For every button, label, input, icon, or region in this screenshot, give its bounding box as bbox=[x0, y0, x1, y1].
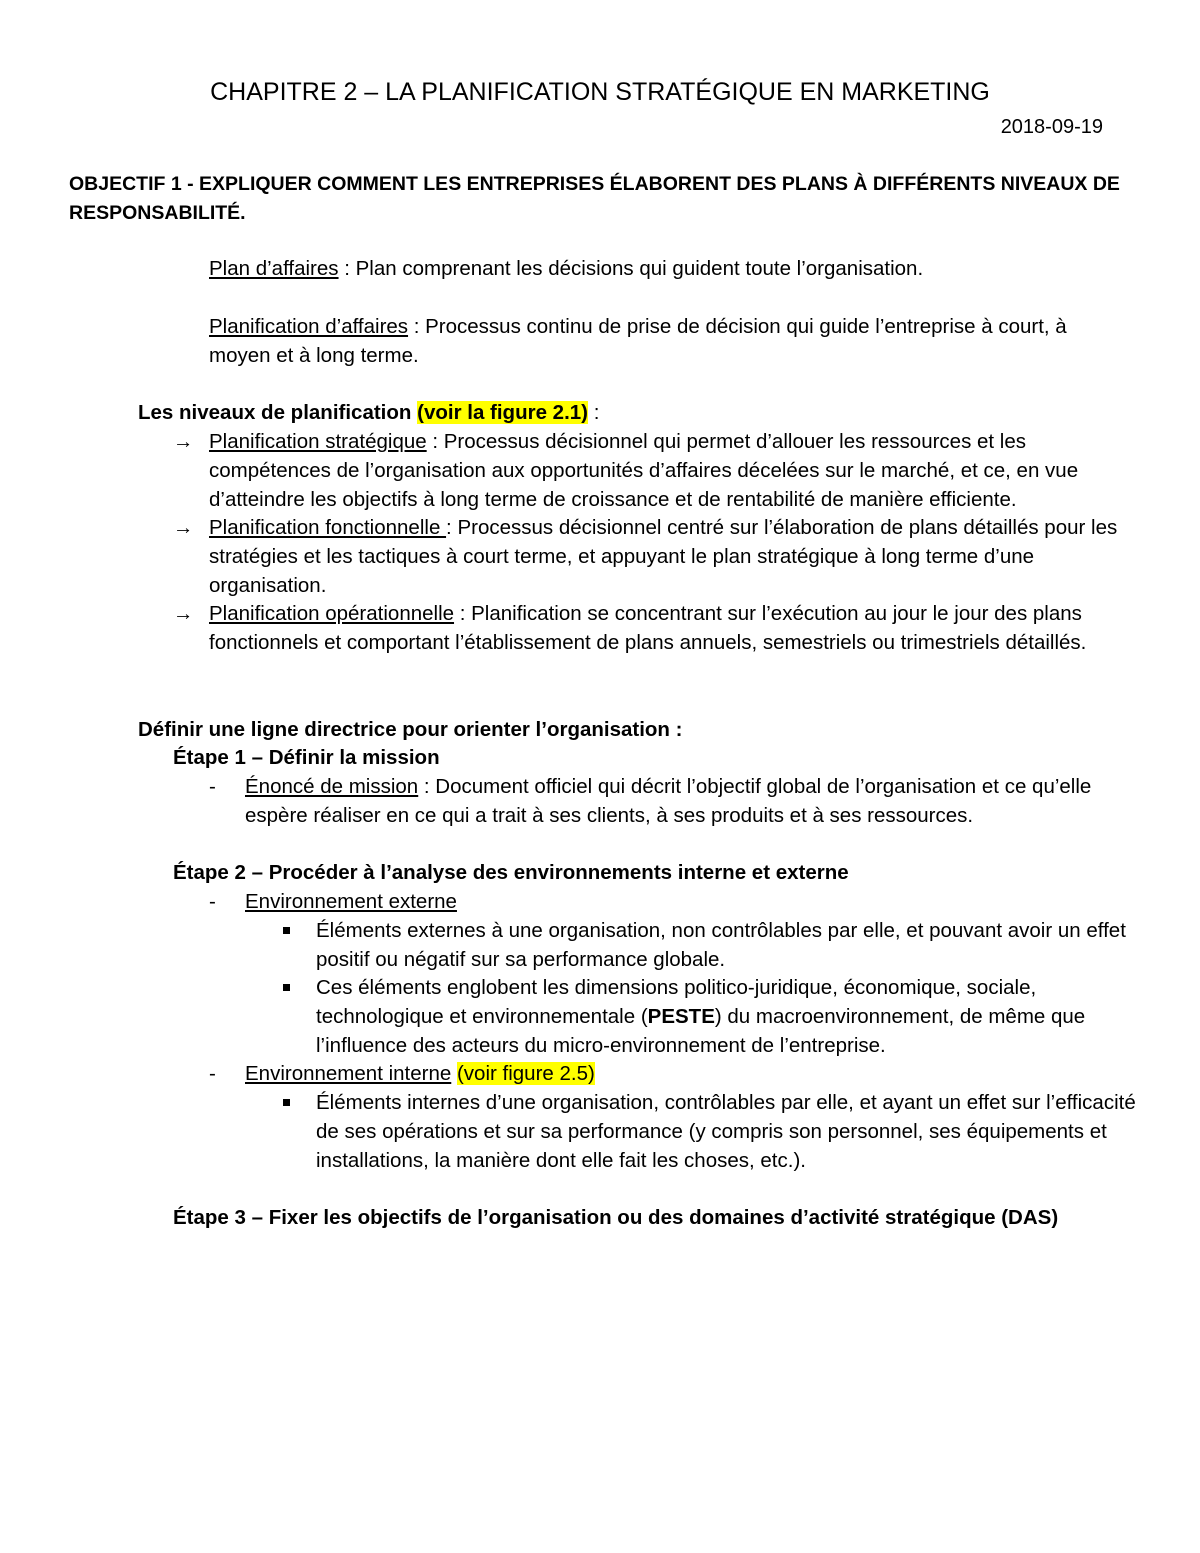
objective-line-2: RESPONSABILITÉ. bbox=[69, 202, 246, 224]
objective-heading bbox=[69, 170, 1129, 228]
mission-statement-text bbox=[245, 772, 1125, 830]
internal-term: Environnement interne bbox=[245, 1062, 452, 1085]
external-environment-item bbox=[209, 887, 1129, 916]
document-date: 2018-09-19 bbox=[1000, 116, 1103, 138]
definition-term: Plan d’affaires bbox=[209, 257, 339, 280]
level-item-text bbox=[209, 513, 1129, 600]
levels-heading-text: Les niveaux de planification bbox=[138, 401, 412, 424]
external-term: Environnement externe bbox=[245, 890, 457, 913]
dash-bullet: - bbox=[209, 775, 216, 798]
square-bullet-icon bbox=[283, 984, 290, 991]
levels-heading bbox=[138, 398, 1088, 427]
mission-description: : Document officiel qui décrit l’objectif global de l’organisation et ce qu’elle espère réaliser en ce qui a trait à ses clients, à ses produits et à ses ressources. bbox=[245, 775, 1092, 827]
level-item-text bbox=[209, 599, 1129, 657]
definition-term: Planification d’affaires bbox=[209, 315, 409, 338]
dash-bullet: - bbox=[209, 1062, 216, 1085]
external-environment-label bbox=[245, 887, 1125, 916]
level-description: : Processus décisionnel centré sur l’élaboration de plans détaillés pour les stratégies et les tactiques à court terme, et appuyant le plan stratégique à long terme d’une organisation. bbox=[209, 516, 1118, 597]
dash-bullet: - bbox=[209, 890, 216, 913]
arrow-icon: → bbox=[173, 602, 194, 625]
bullet-text-part: Ces éléments englobent les dimensions politico-juridique, économique, sociale, technologique et environnementale ( bbox=[316, 976, 1037, 1028]
bullet-text bbox=[316, 973, 1136, 1060]
peste-acronym: PESTE bbox=[647, 1005, 715, 1028]
mission-term: Énoncé de mission bbox=[245, 775, 419, 798]
bullet-text: Éléments internes d’une organisation, contrôlables par elle, et ayant un effet sur l’efficacité de ses opérations et sur sa performance (y compris son personnel, ses équipements et installations, la manière dont elle fait les choses, etc.). bbox=[316, 1091, 1136, 1172]
arrow-icon: → bbox=[173, 430, 194, 453]
step1-heading: Étape 1 – Définir la mission bbox=[173, 746, 440, 769]
levels-figure-reference: (voir la figure 2.1) bbox=[417, 401, 589, 424]
level-description: : Planification se concentrant sur l’exécution au jour le jour des plans fonctionnels et comportant l’établissement de plans annuels, semestriels ou trimestriels détaillés. bbox=[209, 602, 1087, 654]
arrow-icon: → bbox=[173, 516, 194, 539]
internal-environment-label bbox=[245, 1059, 1125, 1088]
mission-statement-item bbox=[209, 772, 1129, 830]
external-bullet-2 bbox=[280, 973, 1140, 1060]
level-description: : Processus décisionnel qui permet d’allouer les ressources et les compétences de l’organisation aux opportunités d’affaires décelées sur le marché, et ce, en vue d’atteindre les objectifs à long terme de croissance et de rentabilité de manière efficiente. bbox=[209, 430, 1079, 511]
level-term: Planification opérationnelle bbox=[209, 602, 455, 625]
external-bullet-1 bbox=[280, 916, 1140, 974]
definition-plan-affaires bbox=[209, 254, 1109, 283]
step2-heading: Étape 2 – Procéder à l’analyse des environnements interne et externe bbox=[173, 861, 849, 884]
bullet-text-part: ) du macroenvironnement, de même que l’influence des acteurs du micro-environnement de l’entreprise. bbox=[316, 1005, 1086, 1057]
square-bullet-icon bbox=[283, 1099, 290, 1106]
level-term: Planification stratégique bbox=[209, 430, 427, 453]
level-item-text bbox=[209, 427, 1129, 514]
levels-heading-suffix: : bbox=[588, 401, 600, 424]
internal-environment-item bbox=[209, 1059, 1129, 1088]
objective-line-1: OBJECTIF 1 - EXPLIQUER COMMENT LES ENTREPRISES ÉLABORENT DES PLANS À DIFFÉRENTS NIVEAUX DE bbox=[69, 173, 1120, 195]
level-item-strategique bbox=[173, 427, 1123, 514]
page-title: CHAPITRE 2 – LA PLANIFICATION STRATÉGIQUE EN MARKETING bbox=[210, 78, 990, 106]
square-bullet-icon bbox=[283, 927, 290, 934]
level-item-fonctionnelle bbox=[173, 513, 1123, 600]
internal-figure-reference: (voir figure 2.5) bbox=[456, 1062, 595, 1085]
definition-text: : Processus continu de prise de décision qui guide l’entreprise à court, à moyen et à long terme. bbox=[209, 315, 1067, 367]
bullet-text: Éléments externes à une organisation, non contrôlables par elle, et pouvant avoir un effet positif ou négatif sur sa performance globale. bbox=[316, 919, 1126, 971]
step3-heading: Étape 3 – Fixer les objectifs de l’organisation ou des domaines d’activité stratégique (DAS) bbox=[173, 1206, 1059, 1229]
internal-bullet-1 bbox=[280, 1088, 1140, 1175]
direction-heading: Définir une ligne directrice pour orienter l’organisation : bbox=[138, 718, 683, 741]
level-term: Planification fonctionnelle bbox=[209, 516, 447, 539]
level-item-operationnelle bbox=[173, 599, 1123, 686]
definition-planification-affaires bbox=[209, 312, 1109, 370]
definition-text: : Plan comprenant les décisions qui guident toute l’organisation. bbox=[338, 257, 924, 280]
